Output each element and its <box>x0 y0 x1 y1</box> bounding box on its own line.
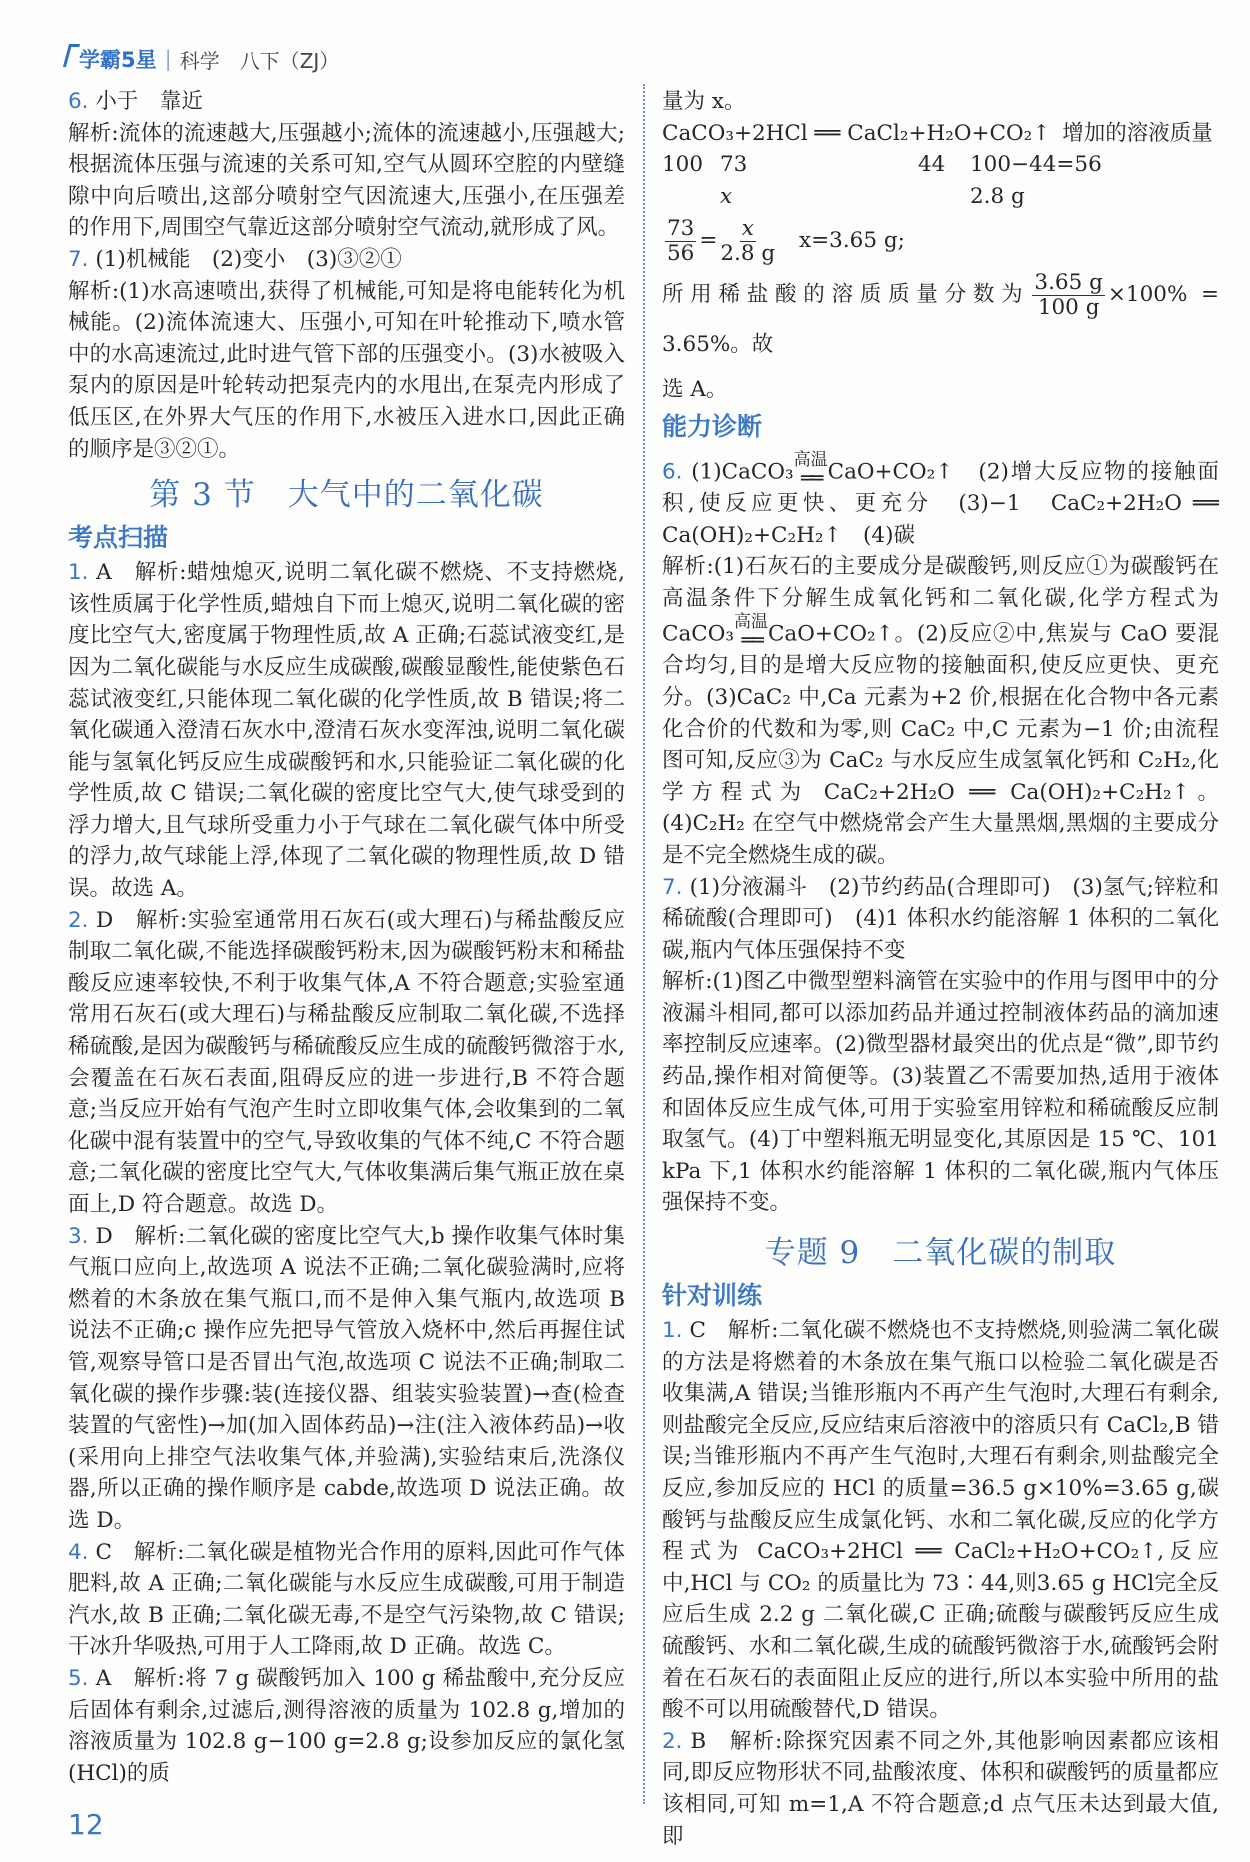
right-column <box>662 86 1219 1852</box>
equals: = <box>699 228 718 254</box>
answer-text: (1)机械能 (2)变小 (3)③②① <box>95 246 402 272</box>
item-text: A 解析:将 7 g 碳酸钙加入 100 g 稀盐酸中,充分反应后固体有剩余,过滤后,测得溶液的质量为 102.8 g,增加的溶液质量为 102.8 g−100 g=2.8 g;设参加反应的氯化氢(HCl)的质 <box>68 1665 625 1786</box>
denominator: 2.8 g <box>720 240 776 266</box>
answer-text: (1)CaCO₃ <box>691 459 794 485</box>
answer-6 <box>68 86 625 118</box>
condition-over-equals <box>733 612 768 653</box>
equals-bar: ══ <box>800 465 821 490</box>
numerator: 3.65 g <box>1034 269 1103 295</box>
answer-7 <box>662 872 1219 967</box>
item-number: 3. <box>68 1223 89 1249</box>
item-number: 1. <box>68 560 89 586</box>
answer-text: (1)分液漏斗 (2)节约药品(合理即可) (3)氢气;锌粒和稀硫酸(合理即可) (4)1 体积水约能溶解 1 体积的二氧化碳,瓶内气体压强保持不变 <box>662 874 1219 963</box>
value: 2.8 g <box>970 183 1025 209</box>
item-number: 2. <box>662 1728 683 1754</box>
analysis-6: 解析:流体的流速越大,压强越小;流体的流速越小,压强越大;根据流体压强与流速的关系可知,空气从圆环空腔的内壁缝隙中向后喷出,这部分喷射空气因流速大,压强小,在压强差的作用下,周围空气靠近这部分喷射空气流动,就形成了风。 <box>68 120 625 241</box>
continuation-text: 量为 x。 <box>662 89 746 114</box>
list-item <box>68 1663 625 1789</box>
item-text: D 解析:二氧化碳的密度比空气大,b 操作收集气体时集气瓶口应向上,故选项 A 说法不正确;二氧化碳验满时,应将燃着的木条放在集气瓶口,而不是伸入集气瓶内,故选项 B 说法不正确;c 操作应先把导气管放入烧杯中,然后再握住试管,观察导管口是否冒出气泡,故选项 C 说法不正确;制取二氧化碳的操作步骤:装(连接仪器、组装实验装置)→查(检查装置的气密性)→加(加入固体药品)→注(注入液体药品)→收(采用向上排空气法收集气体,并验满),实验结束后,洗涤仪器,所以正确的操作顺序是 cabde,故选项 D 说法正确。故选 D。 <box>68 1223 625 1533</box>
item-text: D 解析:实验室通常用石灰石(或大理石)与稀盐酸反应制取二氧化碳,不能选择碳酸钙粉末,因为碳酸钙粉末和稀盐酸反应速率较快,不利于收集气体,A 不符合题意;实验室通常用石灰石(或大理石)与稀盐酸反应制取二氧化碳,不选择稀硫酸,是因为碳酸钙与稀硫酸反应生成的硫酸钙微溶于水,会覆盖在石灰石表面,阻碍反应的进一步进行,B 不符合题意;当反应开始有气泡产生时立即收集气体,会收集到的二氧化碳中混有装置中的空气,导致收集的气体不纯,C 不符合题意;二氧化碳的密度比空气大,气体收集满后集气瓶正放在桌面上,D 符合题意。故选 D。 <box>68 907 625 1217</box>
list-item <box>68 905 625 1221</box>
list-item <box>68 1221 625 1537</box>
answer-text: CaO+CO₂↑ (2)增大反应物的接触面积,使反应更快、更充分 (3)−1 CaC₂+2H₂O ══ Ca(OH)₂+C₂H₂↑ (4)碳 <box>662 459 1219 548</box>
answer-text: 小于 靠近 <box>95 89 203 114</box>
value: x <box>720 183 733 209</box>
item-number: 1. <box>662 1318 683 1344</box>
section-title: 第 3 节 大气中的二氧化碳 <box>149 477 544 514</box>
numerator: 73 <box>667 215 695 241</box>
equation-note: 增加的溶液质量 <box>1062 120 1213 146</box>
fraction <box>720 217 775 266</box>
equation-line <box>662 118 1219 150</box>
header-separator: | <box>164 47 172 71</box>
page-number: 12 <box>68 1808 104 1841</box>
ratio-result: x=3.65 g; <box>799 228 905 254</box>
condition-label: 高温 <box>733 612 768 633</box>
subsection-title: 考点扫描 <box>68 523 169 553</box>
value: 44 <box>918 152 946 178</box>
column-divider <box>643 84 645 1804</box>
percent-end: 选 A。 <box>662 377 728 403</box>
denominator: 100 g <box>1037 294 1100 320</box>
item-number: 2. <box>68 907 89 933</box>
ratio-equation <box>662 216 1219 266</box>
subsection-title: 针对训练 <box>662 1281 763 1311</box>
analysis-7: 解析:(1)水高速喷出,获得了机械能,可知是将电能转化为机械能。(2)流体流速大、压强小,可知在叶轮推动下,喷水管中的水高速流过,此时进气管下部的压强变小。(3)水被吸入泵内的原因是叶轮转动把泵壳内的水甩出,在泵壳内形成了低压区,在外界大气压的作用下,水被压入进水口,因此正确的顺序是③②①。 <box>68 278 625 462</box>
denominator: 56 <box>667 240 695 266</box>
brand-logo <box>66 44 157 74</box>
percent-line <box>662 270 1219 370</box>
equation-unknowns <box>662 181 1219 213</box>
value: 100 <box>662 152 704 178</box>
item-text: C 解析:二氧化碳是植物光合作用的原料,因此可作气体肥料,故 A 正确;二氧化碳能与水反应生成碳酸,可用于制造汽水,故 B 正确;二氧化碳无毒,不是空气污染物,故 C 错误;干冰升华吸热,可用于人工降雨,故 D 正确。故选 C。 <box>68 1539 625 1660</box>
item-number: 4. <box>68 1539 89 1565</box>
analysis-7: 解析:(1)图乙中微型塑料滴管在实验中的作用与图甲中的分液漏斗相同,都可以添加药品并通过控制液体药品的滴加速率控制反应速率。(2)微型器材最突出的优点是“微”,即节约药品,操作相对简便等。(3)装置乙不需要加热,适用于液体和固体反应生成气体,可用于实验室用锌粒和稀硫酸反应制取氢气。(4)丁中塑料瓶无明显变化,其原因是 15 ℃、101 kPa 下,1 体积水约能溶解 1 体积的二氧化碳,瓶内气体压强保持不变。 <box>662 969 1219 1216</box>
list-item <box>662 1315 1219 1726</box>
condition-label: 高温 <box>793 449 828 470</box>
equation-values <box>662 149 1219 181</box>
percent-text: 所用稀盐酸的溶质质量分数为 <box>662 282 1030 308</box>
answer-7 <box>68 244 625 276</box>
condition-over-equals <box>793 449 828 490</box>
analysis-6 <box>662 551 1219 871</box>
equation-formula: CaCO₃+2HCl ══ CaCl₂+H₂O+CO₂↑ <box>662 120 1051 146</box>
formula: CaO+CO₂↑ <box>767 621 894 647</box>
section-title: 专题 9 二氧化碳的制取 <box>764 1235 1117 1272</box>
item-number: 5. <box>68 1665 89 1691</box>
item-text: C 解析:二氧化碳不燃烧也不支持燃烧,则验满二氧化碳的方法是将燃着的木条放在集气瓶口以检验二氧化碳是否收集满,A 错误;当锥形瓶内不再产生气泡时,大理石有剩余,则盐酸完全反应,反应结束后溶液中的溶质只有 CaCl₂,B 错误;当锥形瓶内不再产生气泡时,大理石有剩余,则盐酸完全反应,参加反应的 HCl 的质量=36.5 g×10%=3.65 g,碳酸钙与盐酸反应生成氯化钙、水和二氧化碳,反应的化学方程式为 CaCO₃+2HCl ══ CaCl₂+H₂O+CO₂↑,反应中,HCl 与 CO₂ 的质量比为 73∶44,则3.65 g HCl完全反应后生成 2.2 g 二氧化碳,C 正确;硫酸与碳酸钙反应生成硫酸钙、水和二氧化碳,生成的硫酸钙微溶于水,硫酸钙会附着在石灰石的表面阻止反应的进行,所以本实验中所用的盐酸不可以用硫酸替代,D 错误。 <box>662 1318 1219 1723</box>
fraction <box>665 217 696 266</box>
analysis-text: 解析:(1)石灰石的主要成分是碳酸钙,则反应①为碳酸钙在高温条件下分解生成氧化钙和二氧化碳,化学方程式为 <box>662 554 1219 611</box>
list-item <box>662 1726 1219 1852</box>
logo-mark-icon <box>63 44 80 67</box>
brand-name: 学霸5星 <box>79 48 157 72</box>
subject-label: 科学 八下（ZJ） <box>179 48 340 73</box>
list-item <box>68 557 625 905</box>
numerator: x <box>741 215 754 241</box>
subsection-title: 能力诊断 <box>662 411 763 441</box>
value: 100−44=56 <box>970 152 1102 178</box>
percent-text: ×100% = 3.65%。故 <box>662 282 1219 358</box>
analysis-text: 。(2)反应②中,焦炭与 CaO 要混合均匀,目的是增大反应物的接触面积,使反应更快、更充分。(3)CaC₂ 中,Ca 元素为+2 价,根据在化合物中各元素化合价的代数和为零,则 CaC₂ 中,C 元素为−1 价;由流程图可知,反应③为 CaC₂ 与水反应生成氢氧化钙和 C₂H₂,化学方程式为 CaC₂+2H₂O ══ Ca(OH)₂+C₂H₂↑。(4)C₂H₂ 在空气中燃烧常会产生大量黑烟,黑烟的主要成分是不完全燃烧生成的碳。 <box>662 621 1219 868</box>
list-item <box>68 1537 625 1663</box>
equals-bar: ══ <box>741 628 761 653</box>
item-text: B 解析:除探究因素不同之外,其他影响因素都应该相同,即反应物形状不同,盐酸浓度、体积和碳酸钙的质量都应该相同,可知 m=1,A 不符合题意;d 点气压未达到最大值,即 <box>662 1728 1219 1849</box>
page-header <box>66 44 339 74</box>
value: 73 <box>720 152 748 178</box>
item-number: 6. <box>68 89 89 114</box>
item-number: 7. <box>68 246 89 272</box>
item-text: A 解析:蜡烛熄灭,说明二氧化碳不燃烧、不支持燃烧,该性质属于化学性质,蜡烛自下而上熄灭,说明二氧化碳的密度比空气大,密度属于物理性质,故 A 正确;石蕊试液变红,是因为二氧化碳能与水反应生成碳酸,碳酸显酸性,能使紫色石蕊试液变红,只能体现二氧化碳的化学性质,故 B 错误;将二氧化碳通入澄清石灰水中,澄清石灰水变浑浊,说明二氧化碳能与氢氧化钙反应生成碳酸钙和水,只能验证二氧化碳的化学性质,故 C 错误;二氧化碳的密度比空气大,使气球受到的浮力增大,且气球所受重力小于气球在二氧化碳气体中所受的浮力,故气球能上浮,体现了二氧化碳的物理性质,故 D 错误。故选 A。 <box>68 560 625 902</box>
answer-6 <box>662 449 1219 551</box>
item-number: 6. <box>662 459 683 485</box>
left-column <box>68 86 625 1789</box>
formula: CaCO₃ <box>662 621 734 647</box>
item-number: 7. <box>662 874 683 900</box>
fraction <box>1032 271 1104 320</box>
